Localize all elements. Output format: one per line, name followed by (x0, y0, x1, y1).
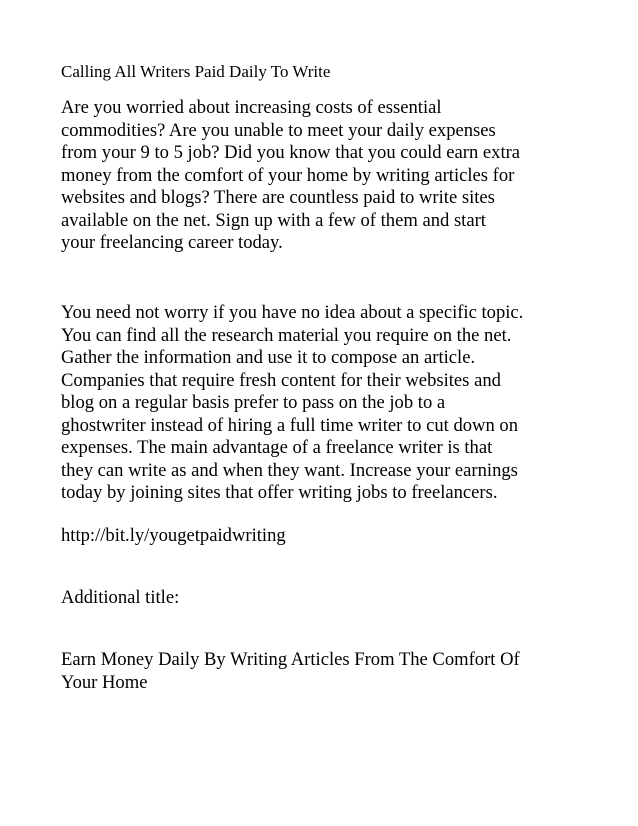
paragraph-line: websites and blogs? There are countless paid to write sites (61, 187, 495, 208)
paragraph-intro (61, 97, 606, 255)
paragraph-line: from your 9 to 5 job? Did you know that you could earn extra (61, 142, 521, 163)
paragraph-line: your freelancing career today. (61, 232, 283, 253)
additional-title-line: Your Home (61, 671, 148, 693)
paragraph-line: available on the net. Sign up with a few of them and start (61, 209, 486, 231)
paragraph-line: expenses. The main advantage of a freelance writer is that (61, 437, 493, 458)
paragraph-line: Gather the information and use it to compose an article. (61, 347, 476, 368)
paragraph-line: commodities? Are you unable to meet your daily expenses (61, 119, 496, 141)
paragraph-line: blog on a regular basis prefer to pass on the job to a (61, 392, 446, 413)
paragraph-line: Are you worried about increasing costs of essential (61, 97, 442, 118)
paragraph-line: money from the comfort of your home by writing articles for (61, 164, 515, 186)
additional-title-label: Additional title: (61, 587, 180, 608)
paragraph-body (61, 302, 606, 505)
paragraph-line: You need not worry if you have no idea about a specific topic. (61, 302, 524, 323)
document-title: Calling All Writers Paid Daily To Write (61, 62, 331, 81)
paragraph-line: Companies that require fresh content for their websites and (61, 369, 501, 391)
paragraph-line: they can write as and when they want. Increase your earnings (61, 459, 518, 481)
additional-title-line: Earn Money Daily By Writing Articles From The Comfort Of (61, 649, 520, 670)
url-text: http://bit.ly/yougetpaidwriting (61, 525, 286, 546)
paragraph-line: today by joining sites that offer writing jobs to freelancers. (61, 482, 498, 503)
additional-title (61, 649, 520, 694)
paragraph-line: ghostwriter instead of hiring a full time writer to cut down on (61, 414, 518, 436)
paragraph-line: You can find all the research material you require on the net. (61, 324, 512, 346)
